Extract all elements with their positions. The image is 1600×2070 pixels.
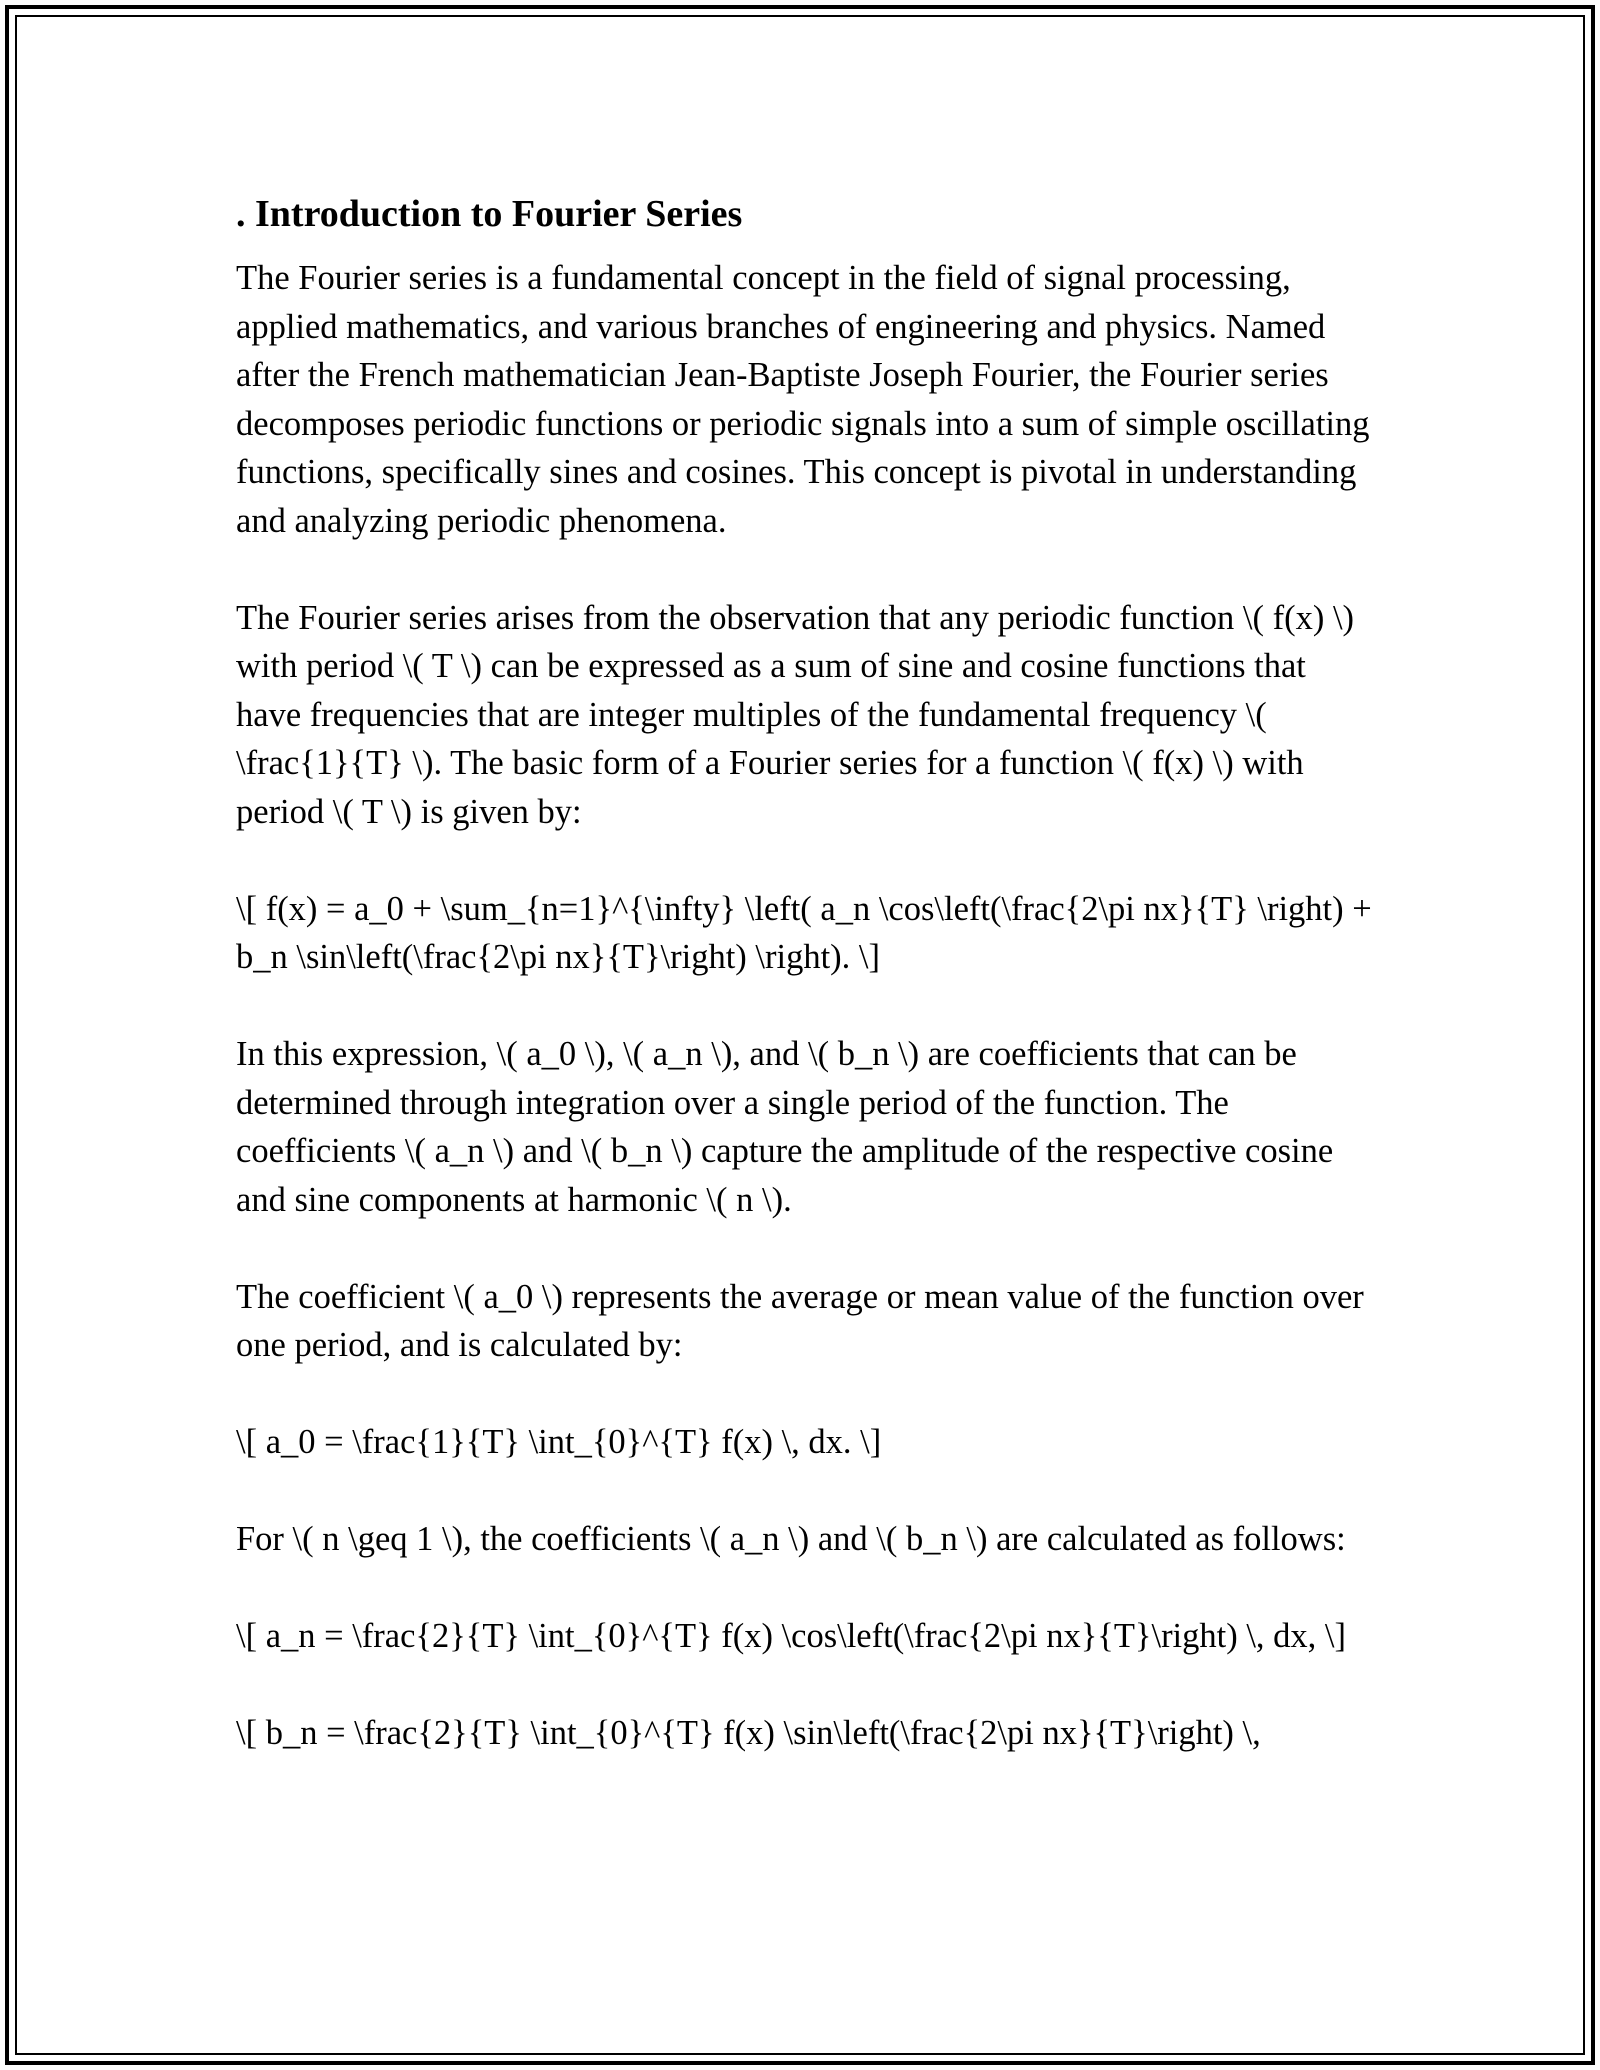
equation-an: \[ a_n = \frac{2}{T} \int_{0}^{T} f(x) \cos\left(\frac{2\pi nx}{T}\right) \, dx, \]	[236, 1617, 1346, 1655]
paragraph-observation: The Fourier series arises from the observation that any periodic function \( f(x) \) with period \( T \) can be expressed as a sum of sine and cosine functions that have frequencies that are integer multiples of the fundamental frequency \( \frac{1}{T} \). The basic form of a Fourier series for a function \( f(x) \) with period \( T \) is given by:	[236, 598, 1355, 831]
equation-fourier-series: \[ f(x) = a_0 + \sum_{n=1}^{\infty} \left( a_n \cos\left(\frac{2\pi nx}{T} \right) + b_n \sin\left(\frac{2\pi nx}{T}\right) \right). \]	[236, 889, 1372, 976]
paragraph-coefficients: In this expression, \( a_0 \), \( a_n \), and \( b_n \) are coefficients that can be determined through integration over a single period of the function. The coefficients \( a_n \) and \( b_n \) capture the amplitude of the respective cosine and sine components at harmonic \( n \).	[236, 1035, 1334, 1219]
document-body	[236, 188, 1376, 1806]
equation-a0: \[ a_0 = \frac{1}{T} \int_{0}^{T} f(x) \, dx. \]	[236, 1423, 882, 1461]
paragraph-intro: The Fourier series is a fundamental concept in the field of signal processing, applied mathematics, and various branches of engineering and physics. Named after the French mathematician Jean-Baptiste Joseph Fourier, the Fourier series decomposes periodic functions or periodic signals into a sum of simple oscillating functions, specifically sines and cosines. This concept is pivotal in understanding and analyzing periodic phenomena.	[236, 259, 1370, 540]
equation-bn: \[ b_n = \frac{2}{T} \int_{0}^{T} f(x) \sin\left(\frac{2\pi nx}{T}\right) \,	[236, 1714, 1261, 1752]
paragraph-a0: The coefficient \( a_0 \) represents the average or mean value of the function over one period, and is calculated by:	[236, 1277, 1364, 1364]
paragraph-an-bn: For \( n \geq 1 \), the coefficients \( a_n \) and \( b_n \) are calculated as follows:	[236, 1520, 1346, 1558]
section-heading: . Introduction to Fourier Series	[236, 193, 743, 235]
